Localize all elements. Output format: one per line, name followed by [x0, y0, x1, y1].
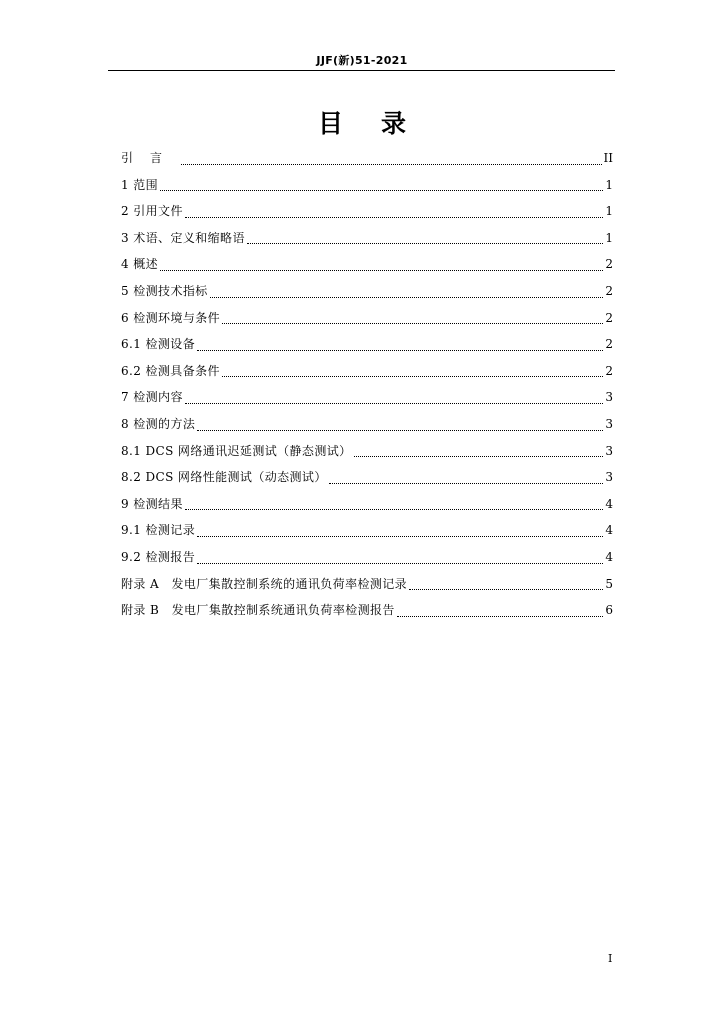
toc-entry-page: 5	[605, 576, 613, 591]
toc-entry[interactable]	[121, 517, 613, 544]
toc-entry-page: 2	[605, 337, 613, 352]
toc-entry-page: 6	[605, 603, 613, 618]
toc-leader-dots	[197, 563, 603, 564]
toc-entry[interactable]	[121, 491, 613, 518]
toc-entry-page: 2	[605, 310, 613, 325]
toc-entry-intro[interactable]	[121, 145, 613, 172]
toc-entry-label: 5 检测技术指标	[121, 283, 208, 298]
toc-leader-dots	[210, 297, 604, 298]
toc-entry-page: 2	[605, 283, 613, 298]
toc-leader-dots	[160, 190, 603, 191]
footer-page-number: I	[608, 952, 613, 965]
toc-entry-label: 9.2 检测报告	[121, 549, 196, 564]
toc-entry-label: 1 范围	[121, 177, 159, 192]
toc-leader-dots	[185, 217, 604, 218]
toc-leader-dots	[397, 616, 604, 617]
toc-entry[interactable]	[121, 358, 613, 385]
toc-entry-page: 3	[605, 470, 613, 485]
toc-entry-page: II	[603, 151, 613, 165]
toc-entry[interactable]	[121, 438, 613, 465]
toc-entry-label: 6.1 检测设备	[121, 337, 196, 352]
toc-entry[interactable]	[121, 225, 613, 252]
toc-entry-label: 4 概述	[121, 257, 159, 272]
toc-entry[interactable]	[121, 464, 613, 491]
header-divider	[108, 70, 615, 71]
toc-entry[interactable]	[121, 278, 613, 305]
toc-entry[interactable]	[121, 331, 613, 358]
toc-entry-page: 3	[605, 390, 613, 405]
toc-entry-label: 6.2 检测具备条件	[121, 363, 220, 378]
toc-entry-label: 9.1 检测记录	[121, 523, 196, 538]
toc-entry-page: 3	[605, 416, 613, 431]
toc-entry-label: 6 检测环境与条件	[121, 310, 221, 325]
toc-entry[interactable]	[121, 305, 613, 332]
toc-leader-dots	[197, 536, 603, 537]
toc-entry-label: 8 检测的方法	[121, 416, 196, 431]
toc-leader-dots	[354, 456, 604, 457]
toc-entry-label: 8.2 DCS 网络性能测试（动态测试）	[121, 470, 327, 485]
page-title: 目录	[317, 109, 444, 138]
toc-entry-label: 附录 A 发电厂集散控制系统的通讯负荷率检测记录	[121, 576, 408, 591]
table-of-contents	[121, 145, 613, 624]
toc-entry-appendix-a[interactable]	[121, 571, 613, 598]
toc-entry-label: 3 术语、定义和缩略语	[121, 230, 245, 245]
toc-entry-page: 1	[605, 177, 613, 192]
toc-leader-dots	[185, 509, 604, 510]
toc-leader-dots	[329, 483, 604, 484]
toc-entry-label: 2 引用文件	[121, 204, 183, 219]
toc-leader-dots	[185, 403, 604, 404]
toc-entry-page: 1	[605, 204, 613, 219]
toc-entry-page: 2	[605, 257, 613, 272]
toc-entry[interactable]	[121, 384, 613, 411]
toc-leader-dots	[160, 270, 603, 271]
toc-leader-dots	[197, 430, 603, 431]
toc-leader-dots	[181, 164, 602, 165]
toc-entry[interactable]	[121, 198, 613, 225]
toc-entry-label: 附录 B 发电厂集散控制系统通讯负荷率检测报告	[121, 603, 395, 618]
toc-leader-dots	[222, 376, 603, 377]
toc-entry-page: 4	[605, 496, 613, 511]
toc-leader-dots	[247, 243, 604, 244]
toc-entry-label: 8.1 DCS 网络通讯迟延测试（静态测试）	[121, 443, 352, 458]
toc-leader-dots	[409, 589, 603, 590]
toc-entry[interactable]	[121, 544, 613, 571]
toc-entry-label: 9 检测结果	[121, 496, 183, 511]
toc-entry[interactable]	[121, 251, 613, 278]
toc-entry-page: 4	[605, 549, 613, 564]
toc-leader-dots	[222, 323, 603, 324]
toc-entry-page: 1	[605, 230, 613, 245]
toc-entry-page: 4	[605, 523, 613, 538]
toc-entry-page: 2	[605, 363, 613, 378]
toc-entry[interactable]	[121, 411, 613, 438]
toc-entry-label: 7 检测内容	[121, 390, 183, 405]
toc-entry[interactable]	[121, 172, 613, 199]
toc-entry-page: 3	[605, 443, 613, 458]
toc-entry-label: 引言	[121, 151, 180, 165]
document-code-header: JJF(新)51-2021	[316, 54, 408, 67]
toc-entry-appendix-b[interactable]	[121, 597, 613, 624]
toc-leader-dots	[197, 350, 603, 351]
